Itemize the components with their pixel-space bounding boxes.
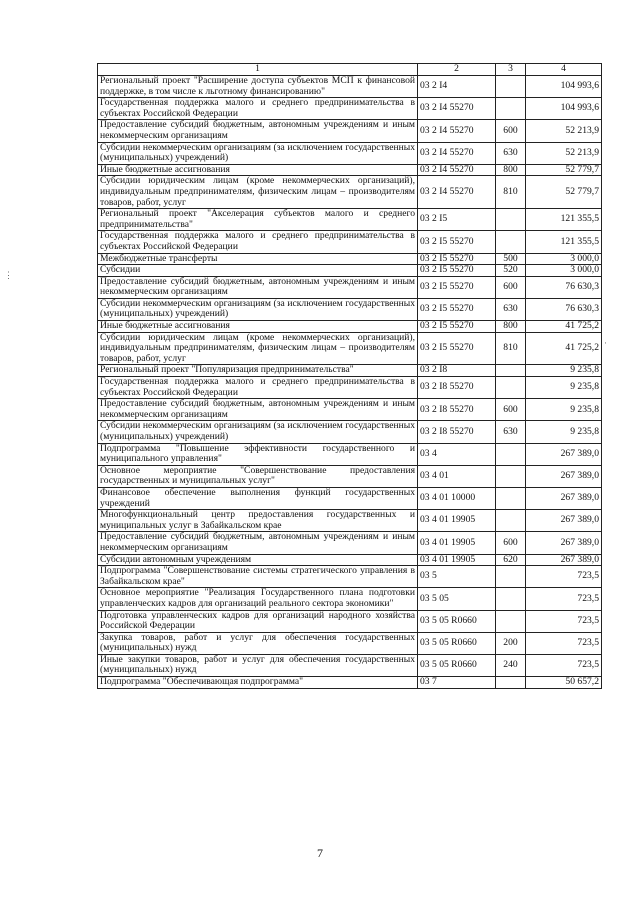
row-amount: 50 657,2 xyxy=(526,677,602,689)
table-row xyxy=(98,465,602,487)
row-name: Государственная поддержка малого и среднего предпринимательства в субъектах Российской Федерации xyxy=(98,98,418,120)
row-code: 03 2 I4 55270 xyxy=(418,120,496,142)
row-name: Субсидии некоммерческим организациям (за исключением государственных (муниципальных) учреждений) xyxy=(98,298,418,320)
row-amount: 267 389,0 xyxy=(526,465,602,487)
row-expense-type xyxy=(496,231,526,253)
row-expense-type: 600 xyxy=(496,399,526,421)
row-amount: 76 630,3 xyxy=(526,276,602,298)
row-amount: 52 779,7 xyxy=(526,176,602,209)
row-code: 03 2 I5 55270 xyxy=(418,298,496,320)
row-expense-type xyxy=(496,487,526,509)
row-name: Региональный проект "Акселерация субъектов малого и среднего предпринимательства" xyxy=(98,209,418,231)
row-amount: 52 779,7 xyxy=(526,164,602,176)
table-row xyxy=(98,142,602,164)
row-name: Региональный проект "Расширение доступа субъектов МСП к финансовой поддержке, в том числе к льготному финансированию" xyxy=(98,76,418,98)
row-code: 03 2 I4 xyxy=(418,76,496,98)
budget-table xyxy=(97,63,602,689)
row-amount: 267 389,0 xyxy=(526,532,602,554)
row-expense-type xyxy=(496,588,526,610)
row-name: Субсидии некоммерческим организациям (за исключением государственных (муниципальных) учреждений) xyxy=(98,142,418,164)
row-expense-type: 630 xyxy=(496,421,526,443)
row-expense-type xyxy=(496,209,526,231)
row-code: 03 2 I4 55270 xyxy=(418,142,496,164)
table-row xyxy=(98,654,602,676)
row-expense-type xyxy=(496,566,526,588)
row-amount: 267 389,0 xyxy=(526,443,602,465)
row-amount: 9 235,8 xyxy=(526,399,602,421)
row-code: 03 4 01 10000 xyxy=(418,487,496,509)
header-col-1: 1 xyxy=(98,64,418,76)
table-row xyxy=(98,176,602,209)
row-amount: 104 993,6 xyxy=(526,98,602,120)
row-code: 03 5 05 R0660 xyxy=(418,610,496,632)
row-expense-type: 600 xyxy=(496,276,526,298)
row-name: Иные закупки товаров, работ и услуг для обеспечения государственных (муниципальных) нужд xyxy=(98,654,418,676)
row-expense-type: 500 xyxy=(496,253,526,265)
row-name: Подпрограмма "Повышение эффективности государственного и муниципального управления" xyxy=(98,443,418,465)
table-row xyxy=(98,677,602,689)
row-name: Многофункциональный центр предоставления государственных и муниципальных услуг в Забайкальском крае xyxy=(98,510,418,532)
table-row xyxy=(98,276,602,298)
row-expense-type: 620 xyxy=(496,554,526,566)
row-expense-type xyxy=(496,677,526,689)
row-code: 03 2 I8 55270 xyxy=(418,421,496,443)
row-code: 03 2 I5 55270 xyxy=(418,332,496,365)
row-code: 03 2 I4 55270 xyxy=(418,176,496,209)
row-name: Основное мероприятие "Совершенствование предоставления государственных и муниципальных услуг" xyxy=(98,465,418,487)
row-name: Финансовое обеспечение выполнения функций государственных учреждений xyxy=(98,487,418,509)
table-row xyxy=(98,554,602,566)
table-row xyxy=(98,532,602,554)
row-amount: 3 000,0 xyxy=(526,265,602,277)
row-amount: 723,5 xyxy=(526,610,602,632)
table-row xyxy=(98,265,602,277)
row-code: 03 4 xyxy=(418,443,496,465)
row-name: Подпрограмма "Совершенствование системы стратегического управления в Забайкальском крае" xyxy=(98,566,418,588)
row-expense-type xyxy=(496,98,526,120)
row-code: 03 7 xyxy=(418,677,496,689)
page-number: 7 xyxy=(317,846,323,860)
row-name: Субсидии юридическим лицам (кроме некоммерческих организаций), индивидуальным предпринимателям, физическим лицам – производителям товаров, работ, услуг xyxy=(98,332,418,365)
row-expense-type xyxy=(496,610,526,632)
row-expense-type: 600 xyxy=(496,532,526,554)
table-row xyxy=(98,164,602,176)
row-expense-type: 810 xyxy=(496,176,526,209)
row-amount: 9 235,8 xyxy=(526,365,602,377)
row-code: 03 2 I5 55270 xyxy=(418,276,496,298)
table-row xyxy=(98,209,602,231)
row-amount: 267 389,0 xyxy=(526,510,602,532)
header-col-4: 4 xyxy=(526,64,602,76)
row-code: 03 4 01 19905 xyxy=(418,510,496,532)
table-row xyxy=(98,487,602,509)
row-amount: 723,5 xyxy=(526,588,602,610)
table-header-row xyxy=(98,64,602,76)
table-row xyxy=(98,510,602,532)
table-row xyxy=(98,377,602,399)
row-amount: 9 235,8 xyxy=(526,421,602,443)
row-amount: 41 725,2 xyxy=(526,321,602,333)
row-code: 03 2 I5 55270 xyxy=(418,265,496,277)
row-code: 03 2 I5 xyxy=(418,209,496,231)
row-amount: 723,5 xyxy=(526,632,602,654)
row-amount: 41 725,2 xyxy=(526,332,602,365)
row-expense-type xyxy=(496,510,526,532)
row-amount: 723,5 xyxy=(526,566,602,588)
row-expense-type: 630 xyxy=(496,298,526,320)
row-amount: 52 213,9 xyxy=(526,142,602,164)
row-name: Иные бюджетные ассигнования xyxy=(98,321,418,333)
table-row xyxy=(98,566,602,588)
row-name: Предоставление субсидий бюджетным, автономным учреждениям и иным некоммерческим организациям xyxy=(98,276,418,298)
row-code: 03 5 05 R0660 xyxy=(418,632,496,654)
table-row xyxy=(98,76,602,98)
row-name: Предоставление субсидий бюджетным, автономным учреждениям и иным некоммерческим организациям xyxy=(98,532,418,554)
table-row xyxy=(98,443,602,465)
row-expense-type xyxy=(496,76,526,98)
row-amount: 104 993,6 xyxy=(526,76,602,98)
scan-speck: · xyxy=(604,338,607,348)
table-body xyxy=(98,76,602,689)
header-col-3: 3 xyxy=(496,64,526,76)
row-expense-type: 200 xyxy=(496,632,526,654)
row-expense-type: 810 xyxy=(496,332,526,365)
row-expense-type xyxy=(496,465,526,487)
row-name: Предоставление субсидий бюджетным, автономным учреждениям и иным некоммерческим организациям xyxy=(98,120,418,142)
row-code: 03 2 I4 55270 xyxy=(418,164,496,176)
row-amount: 9 235,8 xyxy=(526,377,602,399)
table-row xyxy=(98,231,602,253)
row-name: Субсидии xyxy=(98,265,418,277)
row-amount: 267 389,0 xyxy=(526,487,602,509)
row-name: Иные бюджетные ассигнования xyxy=(98,164,418,176)
table-row xyxy=(98,632,602,654)
table-row xyxy=(98,588,602,610)
row-name: Предоставление субсидий бюджетным, автономным учреждениям и иным некоммерческим организациям xyxy=(98,399,418,421)
row-code: 03 2 I8 55270 xyxy=(418,377,496,399)
row-expense-type: 800 xyxy=(496,321,526,333)
row-amount: 52 213,9 xyxy=(526,120,602,142)
table-row xyxy=(98,399,602,421)
row-code: 03 5 xyxy=(418,566,496,588)
row-code: 03 2 I5 55270 xyxy=(418,253,496,265)
row-code: 03 2 I5 55270 xyxy=(418,231,496,253)
row-code: 03 4 01 19905 xyxy=(418,554,496,566)
table-row xyxy=(98,365,602,377)
row-expense-type xyxy=(496,365,526,377)
row-name: Региональный проект "Популяризация предпринимательства" xyxy=(98,365,418,377)
row-name: Межбюджетные трансферты xyxy=(98,253,418,265)
row-amount: 3 000,0 xyxy=(526,253,602,265)
row-expense-type: 600 xyxy=(496,120,526,142)
table-row xyxy=(98,332,602,365)
row-code: 03 5 05 xyxy=(418,588,496,610)
table-row xyxy=(98,610,602,632)
row-name: Государственная поддержка малого и среднего предпринимательства в субъектах Российской Федерации xyxy=(98,231,418,253)
header-col-2: 2 xyxy=(418,64,496,76)
row-expense-type: 520 xyxy=(496,265,526,277)
scan-speck: ⋮ xyxy=(4,270,13,280)
row-expense-type xyxy=(496,443,526,465)
row-name: Субсидии юридическим лицам (кроме некоммерческих организаций), индивидуальным предпринимателям, физическим лицам – производителям товаров, работ, услуг xyxy=(98,176,418,209)
table-row xyxy=(98,421,602,443)
table-row xyxy=(98,98,602,120)
row-name: Закупка товаров, работ и услуг для обеспечения государственных (муниципальных) нужд xyxy=(98,632,418,654)
row-name: Субсидии автономным учреждениям xyxy=(98,554,418,566)
row-code: 03 4 01 19905 xyxy=(418,532,496,554)
table-row xyxy=(98,120,602,142)
row-code: 03 4 01 xyxy=(418,465,496,487)
row-code: 03 2 I8 55270 xyxy=(418,399,496,421)
row-code: 03 2 I8 xyxy=(418,365,496,377)
row-name: Субсидии некоммерческим организациям (за исключением государственных (муниципальных) учреждений) xyxy=(98,421,418,443)
row-name: Подготовка управленческих кадров для организаций народного хозяйства Российской Федерации xyxy=(98,610,418,632)
row-amount: 121 355,5 xyxy=(526,209,602,231)
row-expense-type: 630 xyxy=(496,142,526,164)
table-row xyxy=(98,253,602,265)
row-code: 03 2 I4 55270 xyxy=(418,98,496,120)
row-name: Подпрограмма "Обеспечивающая подпрограмма" xyxy=(98,677,418,689)
row-expense-type: 240 xyxy=(496,654,526,676)
row-code: 03 5 05 R0660 xyxy=(418,654,496,676)
row-name: Основное мероприятие "Реализация Государственного плана подготовки управленческих кадров для организаций реального сектора экономики" xyxy=(98,588,418,610)
row-expense-type xyxy=(496,377,526,399)
row-name: Государственная поддержка малого и среднего предпринимательства в субъектах Российской Федерации xyxy=(98,377,418,399)
row-amount: 723,5 xyxy=(526,654,602,676)
table-row xyxy=(98,298,602,320)
row-amount: 267 389,0 xyxy=(526,554,602,566)
row-code: 03 2 I5 55270 xyxy=(418,321,496,333)
row-amount: 76 630,3 xyxy=(526,298,602,320)
row-expense-type: 800 xyxy=(496,164,526,176)
table-row xyxy=(98,321,602,333)
row-amount: 121 355,5 xyxy=(526,231,602,253)
